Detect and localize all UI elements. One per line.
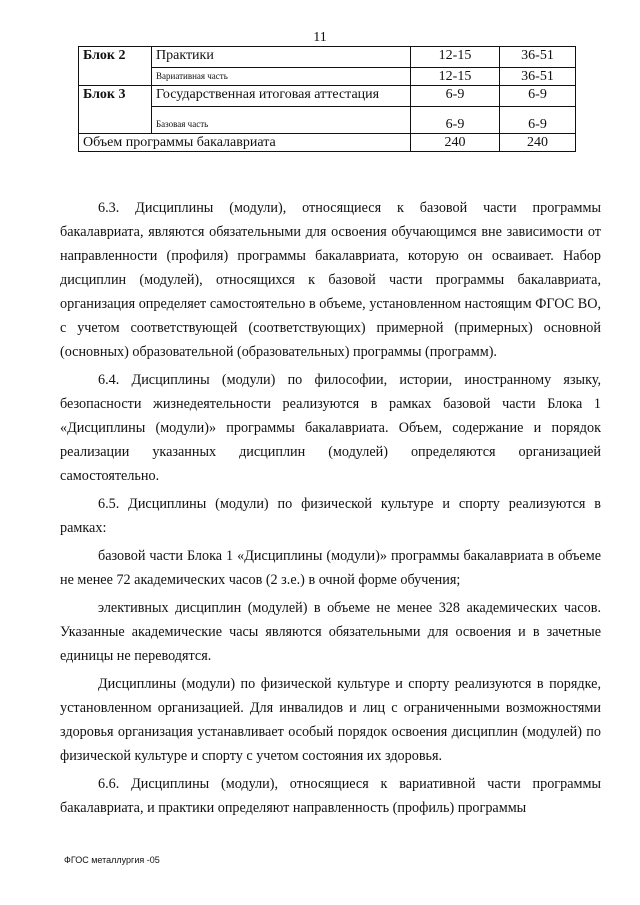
page-number: 11 bbox=[313, 30, 327, 45]
body-text bbox=[60, 196, 601, 820]
table-row bbox=[79, 86, 576, 107]
paragraph-6-6: 6.6. Дисциплины (модули), относящиеся к вариативной части программы бакалавриата, и практики определяют направленность (профиль) программы bbox=[60, 776, 601, 816]
name-cell: Базовая часть bbox=[152, 107, 411, 134]
footer-label: ФГОС металлургия -05 bbox=[64, 855, 160, 865]
total-name-cell: Объем программы бакалавриата bbox=[79, 134, 411, 152]
name-cell: Практики bbox=[152, 47, 411, 68]
program-structure-table bbox=[78, 46, 576, 152]
table-row bbox=[79, 107, 576, 134]
paragraph-6-5: 6.5. Дисциплины (модули) по физической культуре и спорту реализуются в рамках: bbox=[60, 496, 601, 536]
zet-cell: 6-9 bbox=[500, 86, 576, 107]
paragraph-basic-part: базовой части Блока 1 «Дисциплины (модули)» программы бакалавриата в объеме не менее 72 академических часов (2 з.е.) в очной форме обучения; bbox=[60, 548, 601, 588]
total-zet-cell: 240 bbox=[500, 134, 576, 152]
name-cell: Государственная итоговая аттестация bbox=[152, 86, 411, 107]
ze-cell: 12-15 bbox=[411, 47, 500, 68]
paragraph-6-4: 6.4. Дисциплины (модули) по философии, истории, иностранному языку, безопасности жизнедеятельности реализуются в рамках базовой части Блока 1 «Дисциплины (модули)» программы бакалавриата. Объем, содержание и порядок реализации указанных дисциплин (модулей) определяются организацией самостоятельно. bbox=[60, 372, 601, 484]
ze-cell: 6-9 bbox=[411, 107, 500, 134]
zet-cell: 6-9 bbox=[500, 107, 576, 134]
paragraph-elective: элективных дисциплин (модулей) в объеме не менее 328 академических часов. Указанные академические часы являются обязательными для освоения и в зачетные единицы не переводятся. bbox=[60, 600, 601, 664]
total-ze-cell: 240 bbox=[411, 134, 500, 152]
ze-cell: 12-15 bbox=[411, 68, 500, 86]
zet-cell: 36-51 bbox=[500, 47, 576, 68]
table-row bbox=[79, 68, 576, 86]
block-cell: Блок 2 bbox=[79, 47, 152, 86]
block-cell: Блок 3 bbox=[79, 86, 152, 134]
paragraph-6-3: 6.3. Дисциплины (модули), относящиеся к базовой части программы бакалавриата, являются обязательными для освоения обучающимся вне зависимости от направленности (профиля) программы бакалавриата, которую он осваивает. Набор дисциплин (модулей), относящихся к базовой части программы бакалавриата, организация определяет самостоятельно в объеме, установленном настоящим ФГОС ВО, с учетом соответствующей (соответствующих) примерной (примерных) основной (основных) образовательной (образовательных) программы (программ). bbox=[60, 200, 601, 360]
name-cell: Вариативная часть bbox=[152, 68, 411, 86]
table-total-row bbox=[79, 134, 576, 152]
ze-cell: 6-9 bbox=[411, 86, 500, 107]
zet-cell: 36-51 bbox=[500, 68, 576, 86]
paragraph-pe-order: Дисциплины (модули) по физической культуре и спорту реализуются в порядке, установленном организацией. Для инвалидов и лиц с ограниченными возможностями здоровья организация устанавливает особый порядок освоения дисциплин (модулей) по физической культуре и спорту с учетом состояния их здоровья. bbox=[60, 676, 601, 764]
table-row bbox=[79, 47, 576, 68]
